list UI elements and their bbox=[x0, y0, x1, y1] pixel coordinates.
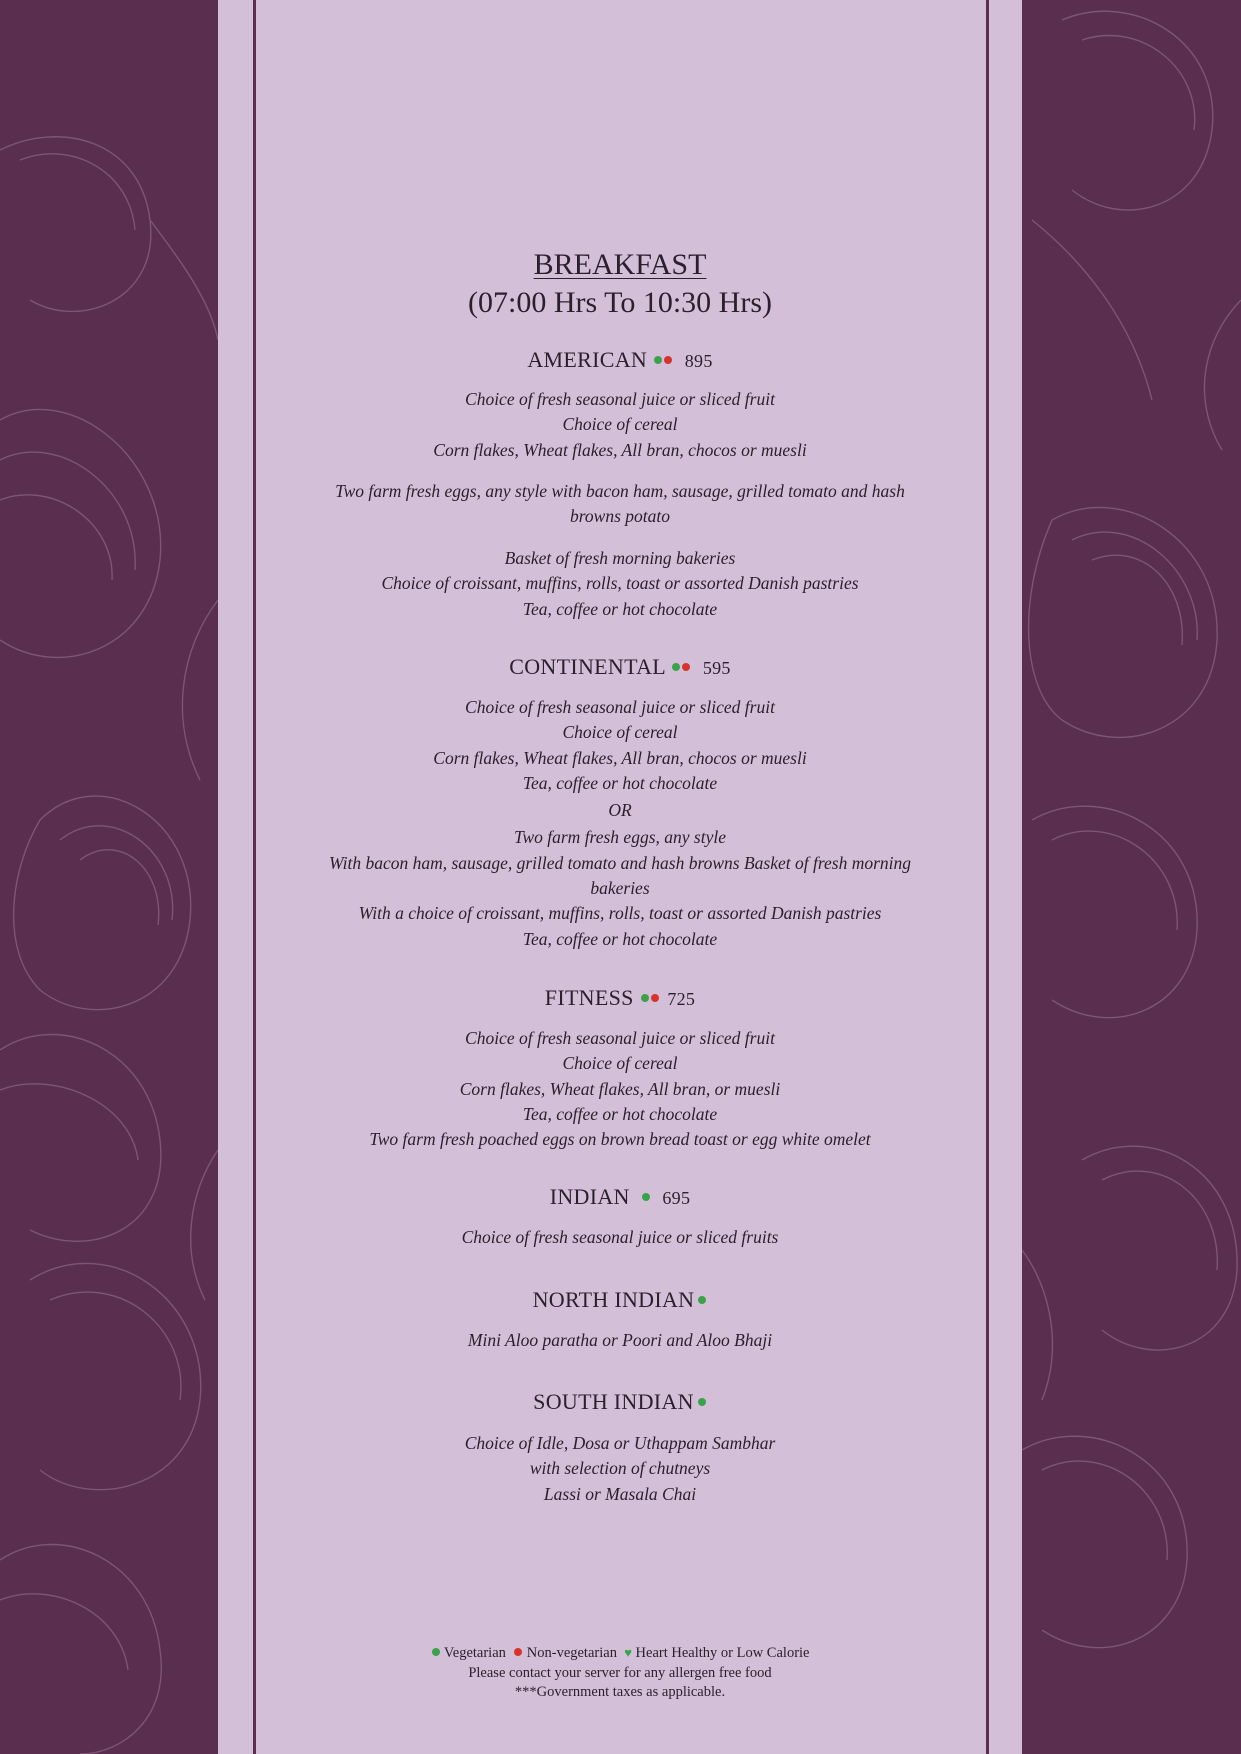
indian-items bbox=[290, 1225, 950, 1250]
section-name: SOUTH INDIAN bbox=[533, 1389, 694, 1414]
floral-pattern-left bbox=[0, 0, 218, 1754]
menu-line: Basket of fresh morning bakeries bbox=[504, 548, 736, 568]
fitness-items bbox=[290, 1026, 950, 1152]
section-heading bbox=[290, 1286, 950, 1314]
section-american bbox=[290, 346, 950, 375]
south-indian-items bbox=[290, 1431, 950, 1507]
vegetarian-icon bbox=[432, 1648, 440, 1656]
section-price: 595 bbox=[702, 658, 731, 678]
section-price: 695 bbox=[662, 1188, 691, 1208]
vegetarian-icon bbox=[642, 1193, 650, 1201]
right-decorative-border bbox=[1022, 0, 1241, 1754]
non-vegetarian-icon bbox=[651, 994, 659, 1002]
menu-line: Corn flakes, Wheat flakes, All bran, or muesli bbox=[459, 1078, 781, 1099]
menu-line: Mini Aloo paratha or Poori and Aloo Bhaji bbox=[467, 1330, 773, 1350]
menu-line: Choice of croissant, muffins, rolls, toast or assorted Danish pastries bbox=[381, 573, 859, 594]
menu-line: Choice of Idle, Dosa or Uthappam Sambhar bbox=[464, 1433, 776, 1453]
section-price: 895 bbox=[684, 351, 713, 371]
menu-line: Lassi or Masala Chai bbox=[543, 1483, 697, 1504]
continental-items bbox=[290, 695, 950, 952]
menu-line: Choice of cereal bbox=[562, 722, 678, 743]
menu-line: Choice of fresh seasonal juice or sliced fruit bbox=[465, 697, 775, 717]
floral-pattern-right bbox=[1022, 0, 1241, 1754]
left-decorative-border bbox=[0, 0, 218, 1754]
american-items-1 bbox=[290, 387, 950, 463]
tax-note: ***Government taxes as applicable. bbox=[514, 1684, 726, 1700]
vegetarian-icon bbox=[672, 663, 680, 671]
vegetarian-icon bbox=[698, 1296, 706, 1304]
menu-line: Tea, coffee or hot chocolate bbox=[522, 598, 718, 619]
menu-line: Corn flakes, Wheat flakes, All bran, chocos or muesli bbox=[433, 747, 807, 768]
vegetarian-icon bbox=[641, 994, 649, 1002]
vegetarian-icon bbox=[654, 356, 662, 364]
section-south-indian bbox=[290, 1388, 950, 1416]
menu-line: With bacon ham, sausage, grilled tomato and hash browns Basket of fresh morning bbox=[328, 852, 912, 873]
page-title: BREAKFAST bbox=[533, 248, 707, 281]
menu-line: Choice of fresh seasonal juice or sliced fruit bbox=[465, 389, 775, 409]
menu-line: With a choice of croissant, muffins, rolls, toast or assorted Danish pastries bbox=[358, 903, 882, 924]
section-name: FITNESS bbox=[544, 985, 634, 1010]
section-continental bbox=[290, 653, 950, 682]
menu-line: Choice of cereal bbox=[562, 414, 678, 435]
legend-vegetarian: Vegetarian bbox=[443, 1645, 506, 1661]
section-indian bbox=[290, 1183, 950, 1212]
section-fitness bbox=[290, 984, 950, 1013]
section-name: CONTINENTAL bbox=[509, 654, 666, 679]
legend-non-vegetarian: Non-vegetarian bbox=[526, 1645, 617, 1661]
menu-line: Two farm fresh eggs, any style with bacon ham, sausage, grilled tomato and hash bbox=[335, 481, 905, 501]
legend bbox=[290, 1643, 950, 1703]
north-indian-items bbox=[290, 1328, 950, 1353]
menu-line: Corn flakes, Wheat flakes, All bran, chocos or muesli bbox=[433, 439, 807, 460]
section-heading bbox=[290, 1183, 950, 1212]
section-name: AMERICAN bbox=[527, 347, 648, 372]
menu-line: bakeries bbox=[590, 878, 650, 899]
menu-line: with selection of chutneys bbox=[529, 1458, 711, 1479]
menu-line: OR bbox=[608, 800, 632, 821]
american-items-3 bbox=[290, 546, 950, 622]
non-vegetarian-icon bbox=[682, 663, 690, 671]
section-heading bbox=[290, 1388, 950, 1416]
menu-line: Choice of fresh seasonal juice or sliced fruits bbox=[461, 1227, 779, 1247]
section-price: 725 bbox=[667, 989, 696, 1009]
menu-line: browns potato bbox=[570, 506, 670, 527]
allergen-note: Please contact your server for any allergen free food bbox=[468, 1664, 772, 1681]
menu-line: Choice of cereal bbox=[562, 1053, 678, 1074]
section-heading bbox=[290, 346, 950, 375]
menu-line: Choice of fresh seasonal juice or sliced fruit bbox=[465, 1028, 775, 1048]
heart-icon: ♥ bbox=[624, 1645, 632, 1660]
menu-line: Two farm fresh eggs, any style bbox=[514, 827, 726, 848]
american-items-2 bbox=[290, 479, 950, 530]
non-vegetarian-icon bbox=[664, 356, 672, 364]
right-divider-line bbox=[986, 0, 989, 1754]
section-heading bbox=[290, 984, 950, 1013]
section-heading bbox=[290, 653, 950, 682]
service-hours: (07:00 Hrs To 10:30 Hrs) bbox=[468, 286, 772, 319]
non-vegetarian-icon bbox=[514, 1648, 522, 1656]
left-divider-line bbox=[253, 0, 256, 1754]
section-name: INDIAN bbox=[549, 1184, 630, 1209]
vegetarian-icon bbox=[698, 1398, 706, 1406]
section-name: NORTH INDIAN bbox=[532, 1287, 695, 1312]
menu-line: Tea, coffee or hot chocolate bbox=[522, 1103, 718, 1124]
legend-heart-healthy: Heart Healthy or Low Calorie bbox=[635, 1645, 810, 1661]
section-north-indian bbox=[290, 1286, 950, 1314]
menu-line: Tea, coffee or hot chocolate bbox=[522, 772, 718, 793]
legend-keys bbox=[290, 1643, 950, 1664]
menu-line: Two farm fresh poached eggs on brown bread toast or egg white omelet bbox=[369, 1129, 871, 1150]
menu-title bbox=[290, 246, 950, 322]
menu-line: Tea, coffee or hot chocolate bbox=[522, 928, 718, 949]
